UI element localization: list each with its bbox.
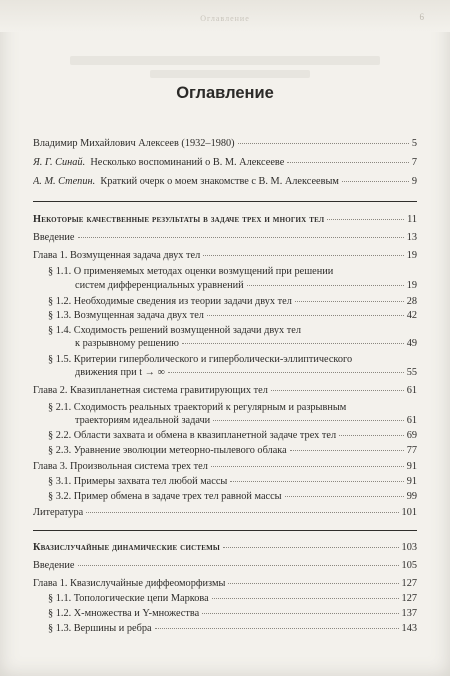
toc-page-number: 143 [401, 623, 417, 634]
leader-dots [202, 612, 398, 614]
leader-dots [230, 480, 403, 482]
toc-page-number: 99 [406, 491, 417, 502]
toc-entry-introduction[interactable] [33, 231, 417, 244]
leader-dots [207, 314, 404, 316]
toc-chapter-3[interactable] [33, 460, 417, 473]
leader-dots [285, 495, 404, 497]
toc-part-2[interactable] [33, 541, 417, 554]
leader-dots [223, 546, 399, 548]
toc-entry-text: § 1.2. Необходимые сведения из теории задачи двух тел [48, 296, 292, 307]
toc-entry-text [33, 156, 284, 169]
toc-part2-section-1-1[interactable] [48, 592, 417, 605]
toc-entry-text: § 3.2. Пример обмена в задаче трех тел равной массы [48, 491, 282, 502]
toc-entry-text: § 3.1. Примеры захвата тел любой массы [48, 476, 228, 487]
leader-dots [203, 254, 403, 256]
toc-page-number: 137 [401, 608, 417, 619]
leader-dots [168, 371, 404, 373]
toc-section-2-2[interactable] [48, 429, 417, 442]
toc-part2-section-1-2[interactable] [48, 607, 417, 620]
leader-dots [78, 564, 399, 566]
toc-entry-text: Глава 3. Произвольная система трех тел [33, 461, 208, 472]
toc-section-1-2[interactable] [48, 295, 417, 308]
toc-page-number: 42 [406, 310, 417, 321]
toc-page-number: 55 [406, 367, 417, 378]
toc-entry-literature[interactable] [33, 506, 417, 519]
toc-chapter-1[interactable] [33, 249, 417, 262]
toc-part-1[interactable] [33, 213, 417, 226]
toc-entry-text: Глава 2. Квазипланетная система гравитирующих тел [33, 385, 268, 396]
toc-page-number: 69 [406, 430, 417, 441]
leader-dots [228, 582, 398, 584]
leader-dots [155, 627, 399, 629]
toc-entry-alekseev[interactable] [33, 137, 417, 150]
leader-dots [287, 161, 409, 163]
toc-page-number: 28 [406, 296, 417, 307]
toc-section-1-3[interactable] [48, 309, 417, 322]
toc-page-number: 9 [411, 176, 417, 187]
toc-part2-section-1-3[interactable] [48, 622, 417, 635]
toc-section-2-1[interactable] [75, 414, 417, 427]
toc-entry-text: Глава 1. Квазислучайные диффеоморфизмы [33, 578, 226, 589]
toc-page-number: 91 [406, 476, 417, 487]
leader-dots [238, 142, 409, 144]
toc-page-number: 61 [406, 385, 417, 396]
leader-dots [182, 342, 404, 344]
toc-page-number: 5 [411, 138, 417, 149]
toc-section-1-1[interactable] [75, 279, 417, 292]
leader-dots [342, 180, 409, 182]
toc-entry-text [33, 175, 339, 188]
toc-page-number: 11 [407, 214, 417, 225]
toc-page-number: 127 [401, 593, 417, 604]
toc-page-number: 101 [401, 507, 417, 518]
toc-section-2-1-line1[interactable]: § 2.1. Сходимость реальных траекторий к регулярным и разрывным [48, 402, 347, 413]
toc-entry-sinai[interactable] [33, 156, 417, 169]
running-head: Оглавление [200, 14, 250, 23]
toc-entry-text: Введение [33, 560, 75, 571]
leader-dots [295, 300, 404, 302]
leader-dots [271, 389, 404, 391]
toc-entry-text: § 1.3. Возмущенная задача двух тел [48, 310, 204, 321]
toc-title: Несколько воспоминаний о В. М. Алексееве [90, 157, 285, 168]
toc-page-number: 105 [401, 560, 417, 571]
toc-entry-text: Литература [33, 507, 84, 518]
leader-dots [213, 419, 404, 421]
toc-entry-text: § 2.2. Области захвата и обмена в квазипланетной задаче трех тел [48, 430, 337, 441]
page-title: Оглавление [176, 84, 274, 102]
toc-entry-text: движения при t → ∞ [75, 367, 165, 378]
toc-section-1-5-line1[interactable]: § 1.5. Критерии гиперболического и гиперболически-эллиптического [48, 354, 353, 365]
toc-section-1-4-line1[interactable]: § 1.4. Сходимость решений возмущенной задачи двух тел [48, 325, 301, 336]
toc-page-number: 13 [406, 232, 417, 243]
toc-chapter-2[interactable] [33, 384, 417, 397]
header-page-number: 6 [419, 12, 424, 22]
leader-dots [327, 218, 404, 220]
toc-part2-chapter-1[interactable] [33, 577, 417, 590]
toc-page-number: 103 [401, 542, 417, 553]
toc-page-number: 7 [411, 157, 417, 168]
leader-dots [339, 434, 404, 436]
leader-dots [211, 465, 404, 467]
toc-author: Я. Г. Синай. [33, 157, 86, 168]
toc-page-number: 61 [406, 415, 417, 426]
toc-section-3-1[interactable] [48, 475, 417, 488]
part-rule [33, 530, 417, 531]
leader-dots [78, 236, 404, 238]
toc-page-number: 91 [406, 461, 417, 472]
part-title: Квазислучайные динамические системы [33, 542, 220, 553]
toc-section-1-4[interactable] [75, 337, 417, 350]
toc-entry-text: Глава 1. Возмущенная задача двух тел [33, 250, 201, 261]
leader-dots [290, 449, 404, 451]
toc-entry-text: § 1.2. X-множества и Y-множества [48, 608, 200, 619]
toc-entry-stepin[interactable] [33, 175, 417, 188]
toc-page-number: 19 [406, 280, 417, 291]
leader-dots [86, 511, 398, 513]
leader-dots [247, 284, 404, 286]
toc-section-3-2[interactable] [48, 490, 417, 503]
toc-section-2-3[interactable] [48, 444, 417, 457]
toc-entry-text: траекториям идеальной задачи [75, 415, 211, 426]
leader-dots [212, 597, 399, 599]
toc-section-1-5[interactable] [75, 366, 417, 379]
toc-entry-text: § 2.3. Уравнение эволюции метеорно-пылевого облака [48, 445, 287, 456]
toc-entry-text: Введение [33, 232, 75, 243]
toc-title: Краткий очерк о моем знакомстве с В. М. Алексеевым [100, 176, 339, 187]
toc-page-number: 49 [406, 338, 417, 349]
toc-entry-text: Владимир Михайлович Алексеев (1932–1980) [33, 138, 235, 149]
toc-section-1-1-line1[interactable]: § 1.1. О применяемых методах оценки возмущений при решении [48, 266, 334, 277]
toc-page-number: 127 [401, 578, 417, 589]
toc-page-number: 19 [406, 250, 417, 261]
toc-entry-text: систем дифференциальных уравнений [75, 280, 244, 291]
part-rule [33, 201, 417, 202]
part-title: Некоторые качественные результаты в задаче трех и многих тел [33, 214, 325, 225]
toc-entry-text: § 1.3. Вершины и ребра [48, 623, 152, 634]
toc-entry-text: § 1.1. Топологические цепи Маркова [48, 593, 209, 604]
toc-entry-text: к разрывному решению [75, 338, 179, 349]
toc-author: А. М. Степин. [33, 176, 96, 187]
toc-page-number: 77 [406, 445, 417, 456]
toc-entry-introduction-2[interactable] [33, 559, 417, 572]
